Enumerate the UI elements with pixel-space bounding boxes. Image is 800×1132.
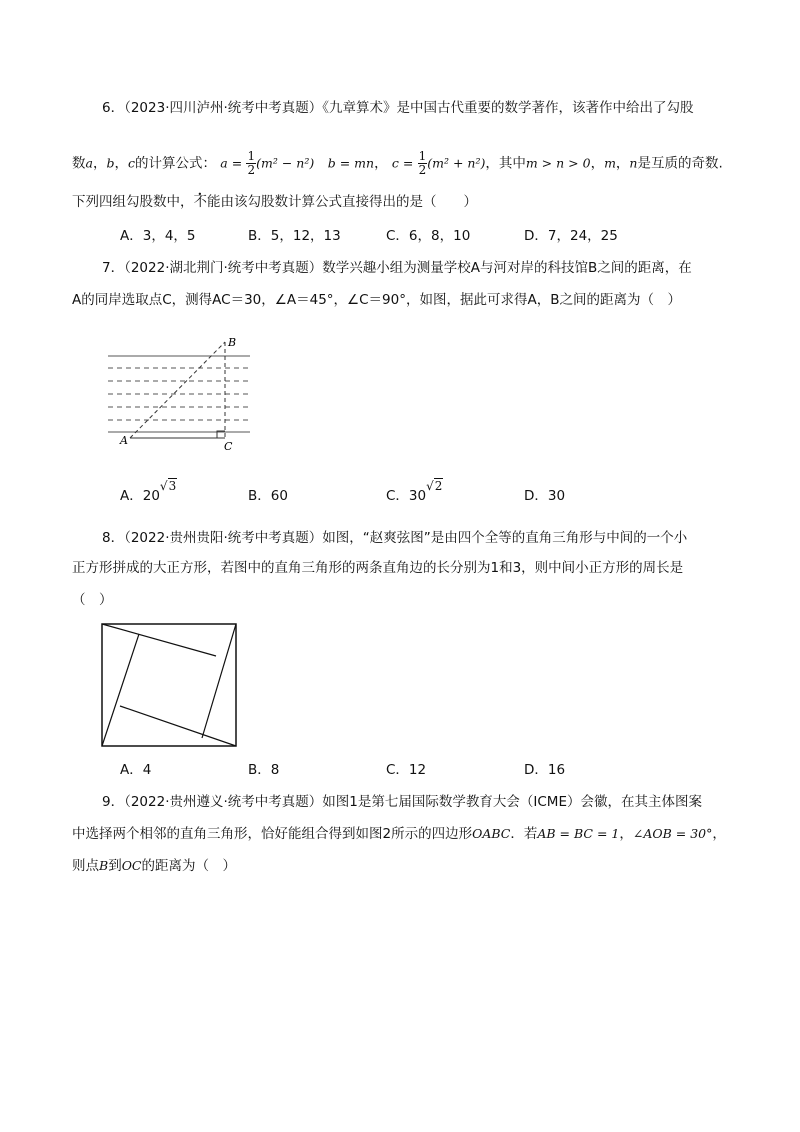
q9-number: 9．	[102, 794, 125, 810]
option-text: C．30	[386, 488, 427, 504]
label-A: A	[120, 434, 128, 447]
q9-angle: ∠AOB = 30°	[632, 826, 713, 841]
fraction-numerator: 1	[418, 149, 427, 163]
fraction-denominator: 2	[418, 163, 427, 177]
q9-line-3	[72, 856, 236, 876]
q7-source: （2022·湖北荆门·统考中考真题）	[124, 260, 323, 276]
label-B: B	[228, 336, 237, 349]
q6-line-3	[72, 192, 477, 212]
label-C: C	[224, 440, 233, 453]
q6-formula-b: b = mn	[327, 155, 375, 171]
q7-option-b	[248, 486, 288, 506]
q6-stem-2-mid: 的计算公式：	[134, 155, 216, 172]
q8-number: 8．	[102, 530, 125, 546]
option-text: A．20	[120, 488, 160, 504]
q9-stem-2-d: ，	[712, 826, 726, 842]
radicand: 2	[434, 479, 443, 493]
q6-stem-3-a: 下列四组勾股数中，	[72, 194, 194, 210]
q9-equation: AB = BC = 1	[537, 826, 620, 841]
q7-option-c	[386, 479, 443, 506]
q8-option-c: C．12	[386, 762, 427, 778]
q6-half-fraction-a	[246, 150, 256, 177]
q6-stem-2-prefix: 数	[72, 155, 86, 172]
sqrt-symbol: √3	[159, 479, 177, 493]
triangle-side-2	[202, 624, 236, 738]
q8-stem-1: 如图，“赵爽弦图”是由四个全等的直角三角形与中间的一个小	[322, 530, 688, 546]
q6-stem-2-where: ，其中	[485, 155, 526, 172]
q9-stem-2-b: ．若	[510, 826, 538, 842]
q9-stem-1: 如图1是第七届国际数学教育大会（ICME）会徽，在其主体图案	[322, 794, 702, 810]
q7-river-diagram	[100, 334, 280, 454]
q6-formula-a-rhs: (m² − n²)	[256, 155, 315, 171]
q6-formula-a-lhs: a =	[220, 155, 243, 171]
q9-source: （2022·贵州遵义·统考中考真题）	[124, 794, 323, 810]
q6-comma-n: ，	[615, 155, 630, 172]
q6-stem-1: 《九章算术》是中国古代重要的数学著作，该著作中给出了勾股	[322, 100, 694, 116]
q8-line-2: 正方形拼成的大正方形，若图中的直角三角形的两条直角边的长分别为1和3，则中间小正方形的周长是	[72, 560, 684, 576]
q8-source: （2022·贵州贵阳·统考中考真题）	[124, 530, 323, 546]
q9-stem-2-c: ，	[619, 826, 633, 842]
q6-sep2: ，	[114, 155, 128, 172]
q7-number: 7．	[102, 260, 125, 276]
q6-option-d: D．7，24，25	[524, 228, 618, 244]
q6-number: 6．	[102, 100, 125, 116]
q7-line-1	[102, 258, 692, 278]
radicand: 3	[168, 479, 177, 493]
q8-option-b: B．8	[248, 762, 280, 778]
q6-line-2: 数a，b，c的计算公式： a = $\frac{1}{2}$ (m² − n²) b = mn， c = $\frac{1}{2}$ (m² + n²)，其中m > n > 0，m，n是互质的奇数.	[72, 149, 723, 177]
q6-emphasis-not-able: 不能	[193, 194, 221, 210]
q9-point: B	[99, 858, 109, 873]
q9-line-2	[72, 824, 726, 844]
q8-line-3: （ ）	[72, 592, 113, 608]
q6-var-a: a	[85, 155, 93, 171]
q8-option-d: D．16	[524, 762, 566, 778]
q6-option-c: C．6，8，10	[386, 228, 471, 244]
q8-option-a: A．4	[120, 762, 152, 778]
q7-option-d	[524, 486, 565, 506]
triangle-side-1	[102, 624, 216, 656]
fraction-numerator: 1	[247, 149, 256, 163]
q9-line-1	[102, 792, 702, 812]
q9-segment: OC	[121, 858, 142, 873]
q6-option-a: A．3，4，5	[120, 228, 196, 244]
q6-var-c: c	[127, 155, 135, 171]
q6-option-b: B．5，12，13	[248, 228, 341, 244]
triangle-side-4	[102, 634, 139, 746]
sqrt-symbol: √2	[426, 479, 443, 493]
q9-stem-3-a: 则点	[72, 858, 99, 874]
q6-half-fraction-c	[418, 150, 428, 177]
q6-var-m: m	[604, 155, 616, 171]
q6-formula-c-rhs: (m² + n²)	[427, 155, 486, 171]
q7-line-2: A的同岸选取点C，测得AC＝30，∠A＝45°，∠C＝90°，如图，据此可求得A，B之间的距离为（ ）	[72, 292, 681, 308]
q7-option-a	[120, 479, 177, 506]
q9-shape: OABC	[472, 826, 511, 841]
option-text: D．30	[524, 488, 566, 504]
q6-var-b: b	[106, 155, 115, 171]
triangle-side-3	[120, 706, 236, 746]
q6-comma-m: ，	[590, 155, 605, 172]
q6-condition: m > n > 0	[525, 155, 591, 171]
q8-line-1	[102, 528, 687, 548]
option-text: B．60	[248, 488, 288, 504]
q6-stem-3-b: 由该勾股数计算公式直接得出的是（ ）	[220, 194, 477, 210]
q6-line-1	[102, 98, 694, 118]
q9-stem-2-a: 中选择两个相邻的直角三角形，恰好能组合得到如图2所示的四边形	[72, 826, 473, 842]
q8-zhao-shuang-diagram	[100, 622, 240, 752]
q9-stem-3-b: 到	[108, 858, 122, 874]
fraction-denominator: 2	[247, 163, 256, 177]
q6-source: （2023·四川泸州·统考中考真题）	[124, 100, 323, 116]
q9-stem-3-c: 的距离为（ ）	[141, 858, 236, 874]
q6-formula-c-lhs: c =	[391, 155, 414, 171]
q6-var-n: n	[629, 155, 638, 171]
q6-sep1: ，	[92, 155, 107, 172]
q6-stem-2-end: 是互质的奇数.	[637, 155, 723, 172]
q7-stem-1: 数学兴趣小组为测量学校A与河对岸的科技馆B之间的距离，在	[322, 260, 692, 276]
